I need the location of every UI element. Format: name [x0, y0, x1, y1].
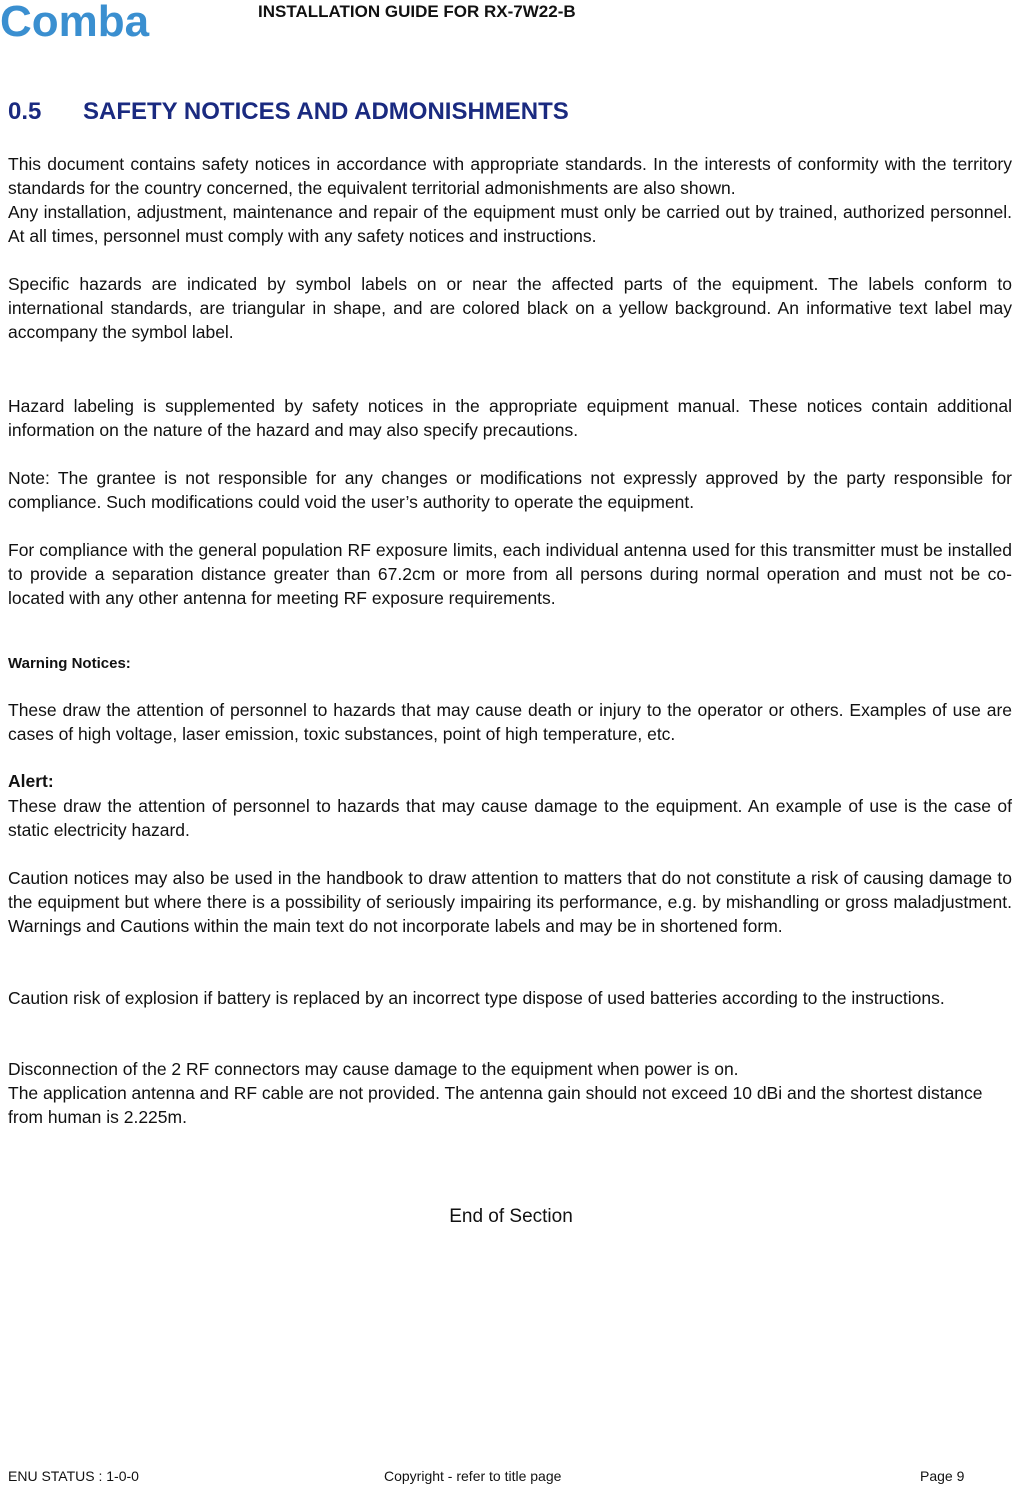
paragraph-hazard-labeling: Hazard labeling is supplemented by safety notices in the appropriate equipment manual. These notices contain additional information on the nature of the hazard and may also specify precautions.: [8, 396, 1012, 440]
section-title: SAFETY NOTICES AND ADMONISHMENTS: [83, 98, 569, 125]
paragraph-conformity: This document contains safety notices in accordance with appropriate standards. In the interests of conformity with the territory standards for the country concerned, the equivalent territorial admonishments are also shown.: [8, 154, 1012, 198]
paragraph-alert: These draw the attention of personnel to hazards that may cause damage to the equipment. An example of use is the case of static electricity hazard.: [8, 796, 1012, 840]
section-number: 0.5: [8, 98, 42, 125]
paragraph-warning: These draw the attention of personnel to hazards that may cause death or injury to the operator or others. Examples of use are cases of high voltage, laser emission, toxic substances, point of high temperature, etc.: [8, 700, 1012, 744]
comba-logo: [0, 2, 182, 42]
end-of-section: End of Section: [449, 1206, 573, 1227]
paragraph-battery-caution: Caution risk of explosion if battery is replaced by an incorrect type dispose of used batteries according to the instructions.: [8, 988, 945, 1008]
paragraph-rf-exposure: For compliance with the general population RF exposure limits, each individual antenna used for this transmitter must be installed to provide a separation distance greater than 67.2cm or more from all persons during normal operation and must not be co-located with any other antenna for meeting RF exposure requirements.: [8, 540, 1012, 608]
paragraph-antenna-gain: The application antenna and RF cable are not provided. The antenna gain should not exceed 10 dBi and the shortest distance from human is 2.225m.: [8, 1083, 983, 1127]
document-title: INSTALLATION GUIDE FOR RX-7W22-B: [258, 2, 576, 21]
footer-status: ENU STATUS : 1-0-0: [8, 1468, 139, 1484]
warning-notices-label: Warning Notices:: [8, 655, 131, 672]
footer-copyright: Copyright - refer to title page: [384, 1468, 562, 1484]
footer-page-number: Page 9: [920, 1468, 965, 1484]
paragraph-caution-notices: Caution notices may also be used in the handbook to draw attention to matters that do not constitute a risk of causing damage to the equipment but where there is a possibility of seriously impairing its performance, e.g. by mishandling or gross maladjustment. Warnings and Cautions within the main text do not incorporate labels and may be in shortened form.: [8, 868, 1012, 936]
paragraph-rf-connectors: Disconnection of the 2 RF connectors may cause damage to the equipment when power is on.: [8, 1059, 739, 1079]
section-heading: [8, 98, 569, 126]
paragraph-hazard-labels: Specific hazards are indicated by symbol labels on or near the affected parts of the equipment. The labels conform to international standards, are triangular in shape, and are colored black on a yellow background. An informative text label may accompany the symbol label.: [8, 274, 1012, 342]
alert-label: Alert:: [8, 771, 54, 791]
logo-text: Comba: [0, 2, 150, 42]
paragraph-grantee-note: Note: The grantee is not responsible for any changes or modifications not expressly approved by the party responsible for compliance. Such modifications could void the user’s authority to operate the equipment.: [8, 468, 1012, 512]
paragraph-personnel: Any installation, adjustment, maintenance and repair of the equipment must only be carried out by trained, authorized personnel. At all times, personnel must comply with any safety notices and instructions.: [8, 202, 1012, 246]
